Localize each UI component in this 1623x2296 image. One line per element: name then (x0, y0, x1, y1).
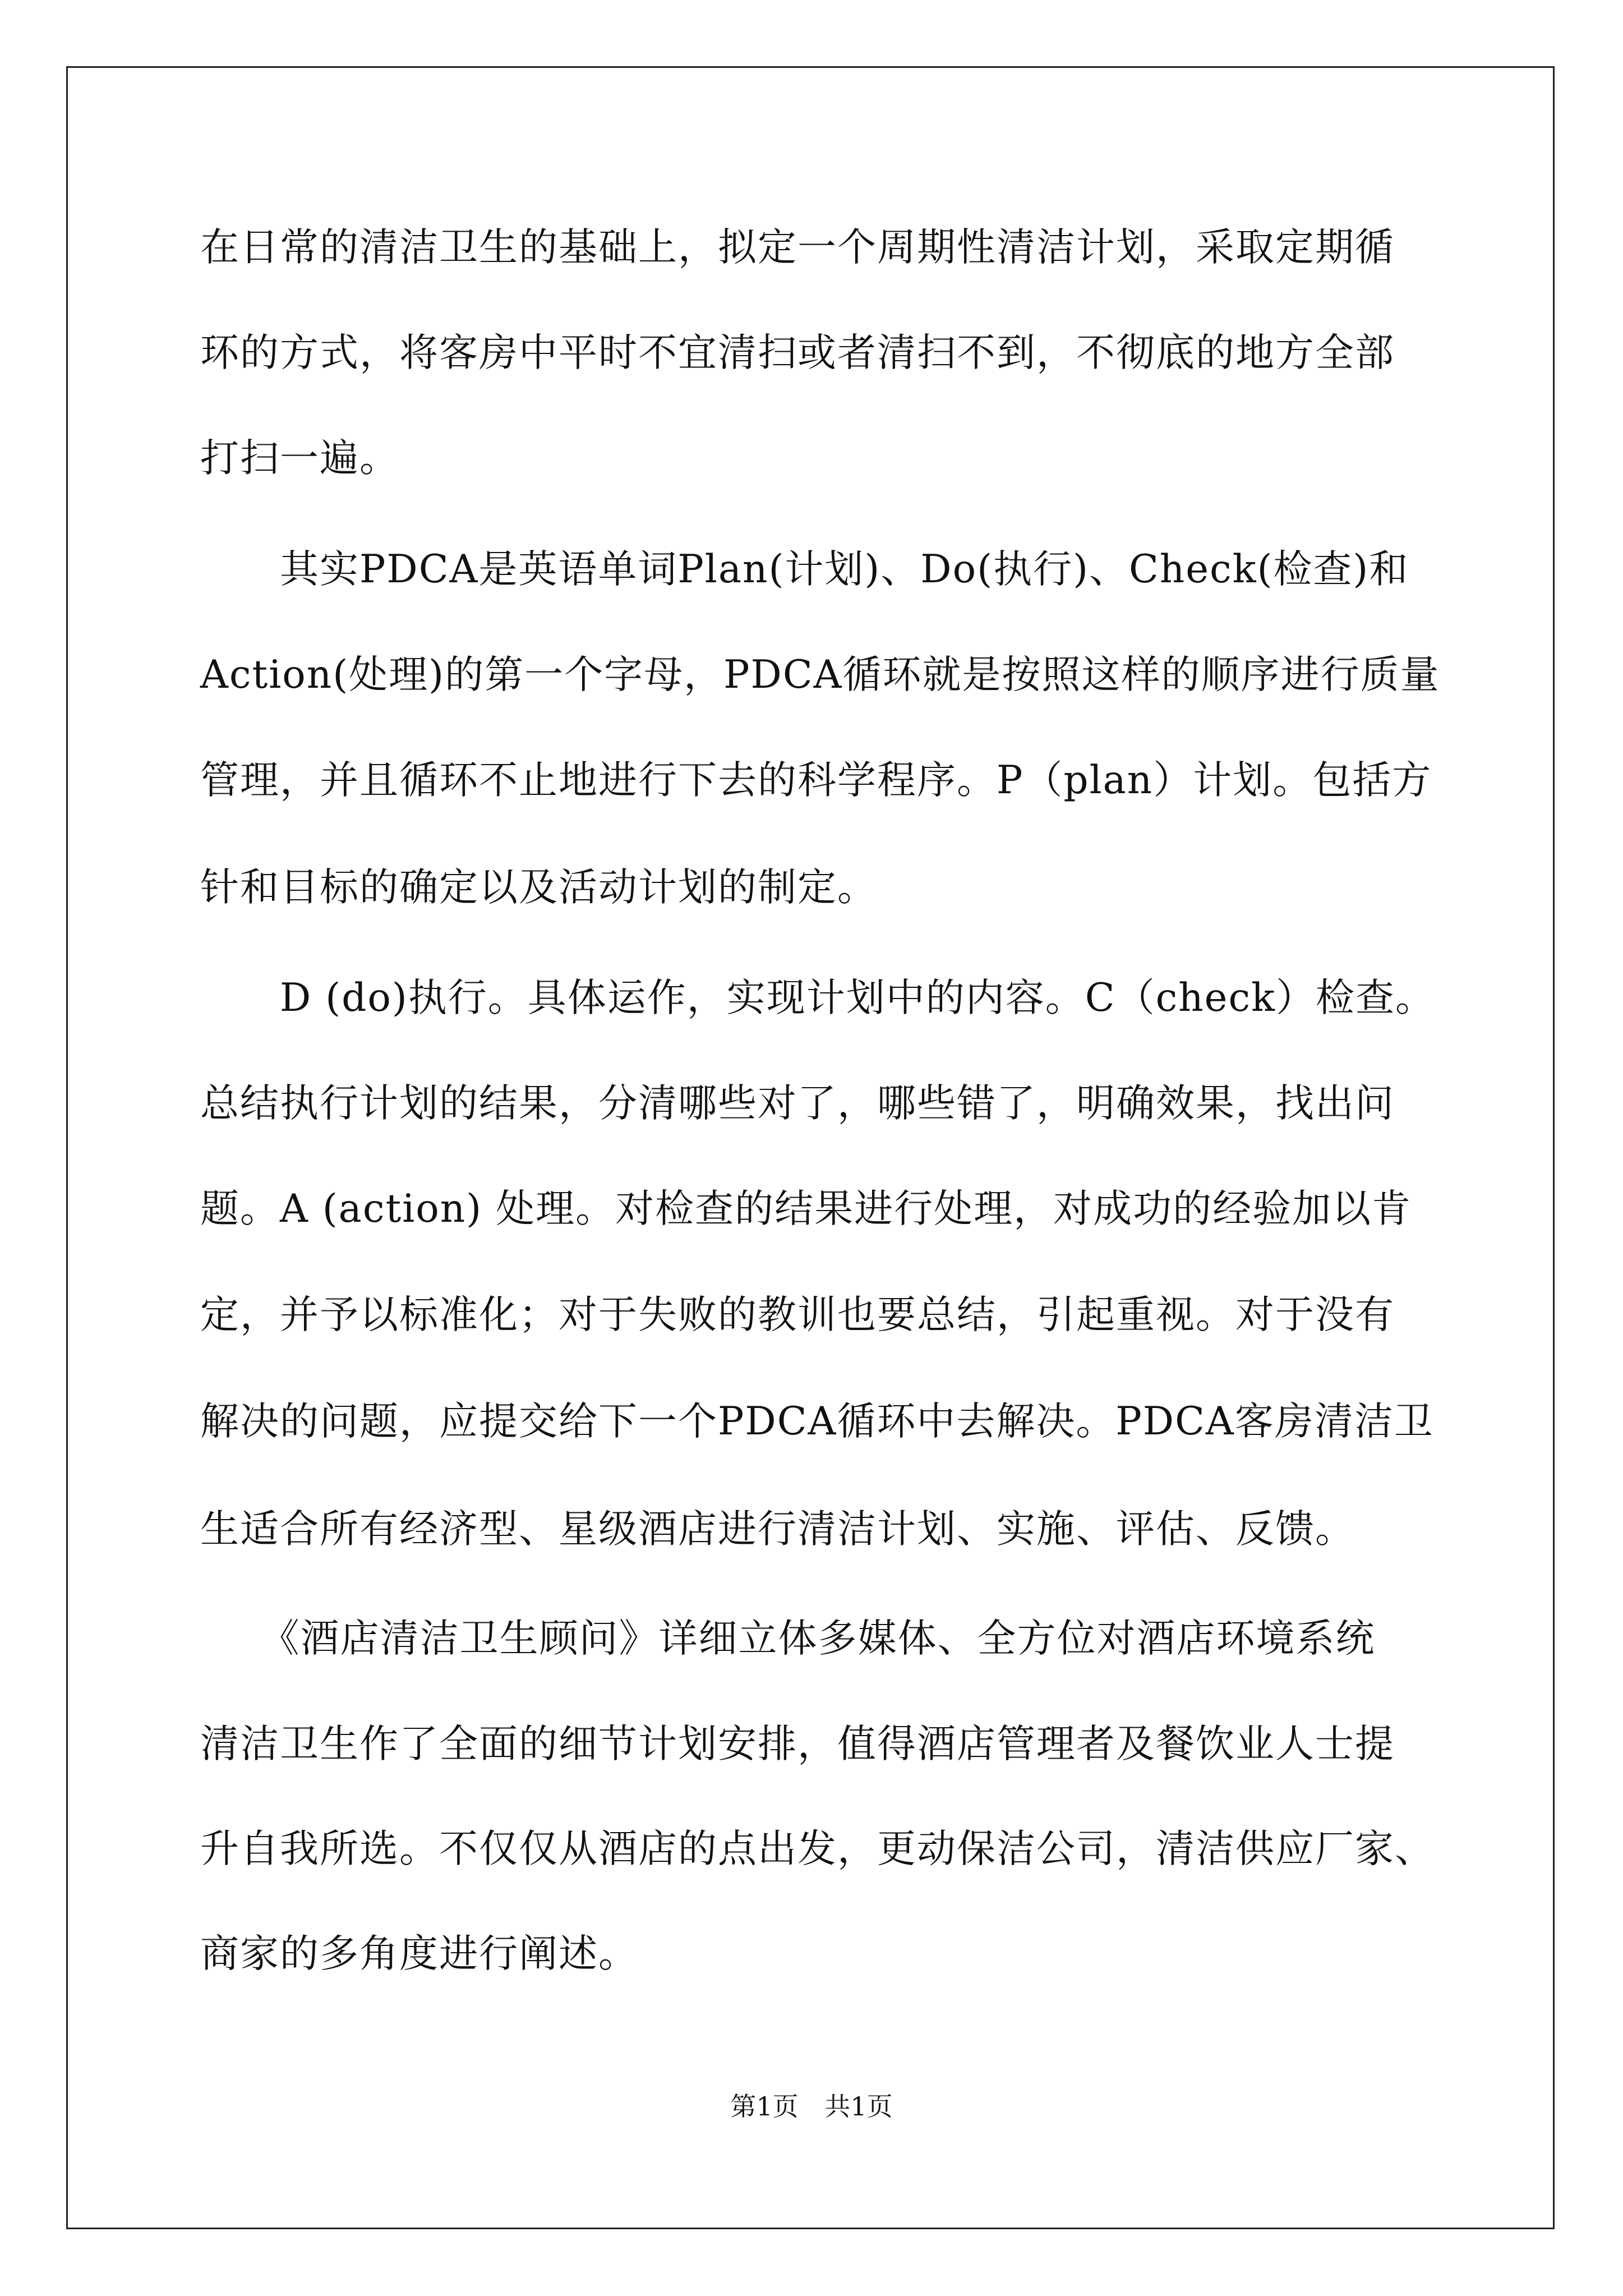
page-footer (0, 2090, 1623, 2123)
text-line: 《酒店清洁卫生顾问》详细立体多媒体、全方位对酒店环境系统 (200, 1616, 1376, 1661)
page-border (66, 66, 1555, 2229)
text-line: D (do)执行。具体运作，实现计划中的内容。C（check）检查。 (200, 976, 1435, 1020)
text-line: 打扫一遍。 (200, 436, 399, 481)
text-line: 总结执行计划的结果，分清哪些对了，哪些错了，明确效果，找出问 (200, 1081, 1395, 1126)
text-line: 解决的问题，应提交给下一个PDCA循环中去解决。PDCA客房清洁卫 (200, 1399, 1434, 1444)
text-line: 其实PDCA是英语单词Plan(计划)、Do(执行)、Check(检查)和 (200, 547, 1409, 592)
text-line: 针和目标的确定以及活动计划的制定。 (200, 865, 877, 910)
text-line: 环的方式，将客房中平时不宜清扫或者清扫不到，不彻底的地方全部 (200, 330, 1395, 375)
text-line: Action(处理)的第一个字母，PDCA循环就是按照这样的顺序进行质量 (200, 652, 1440, 697)
text-line: 清洁卫生作了全面的细节计划安排，值得酒店管理者及餐饮业人士提 (200, 1722, 1395, 1766)
text-line: 定，并予以标准化；对于失败的教训也要总结，引起重视。对于没有 (200, 1292, 1395, 1337)
text-line: 升自我所选。不仅仅从酒店的点出发，更动保洁公司，清洁供应厂家、 (200, 1826, 1435, 1871)
text-line: 管理，并且循环不止地进行下去的科学程序。P（plan）计划。包括方 (200, 758, 1432, 803)
text-line: 商家的多角度进行阐述。 (200, 1931, 638, 1976)
text-line: 题。A (action) 处理。对检查的结果进行处理，对成功的经验加以肯 (200, 1186, 1412, 1231)
text-line: 在日常的清洁卫生的基础上，拟定一个周期性清洁计划，采取定期循 (200, 225, 1395, 270)
page-total: 共1页 (824, 2091, 893, 2122)
page-number: 第1页 (730, 2091, 799, 2122)
text-line: 生适合所有经济型、星级酒店进行清洁计划、实施、评估、反馈。 (200, 1507, 1355, 1552)
